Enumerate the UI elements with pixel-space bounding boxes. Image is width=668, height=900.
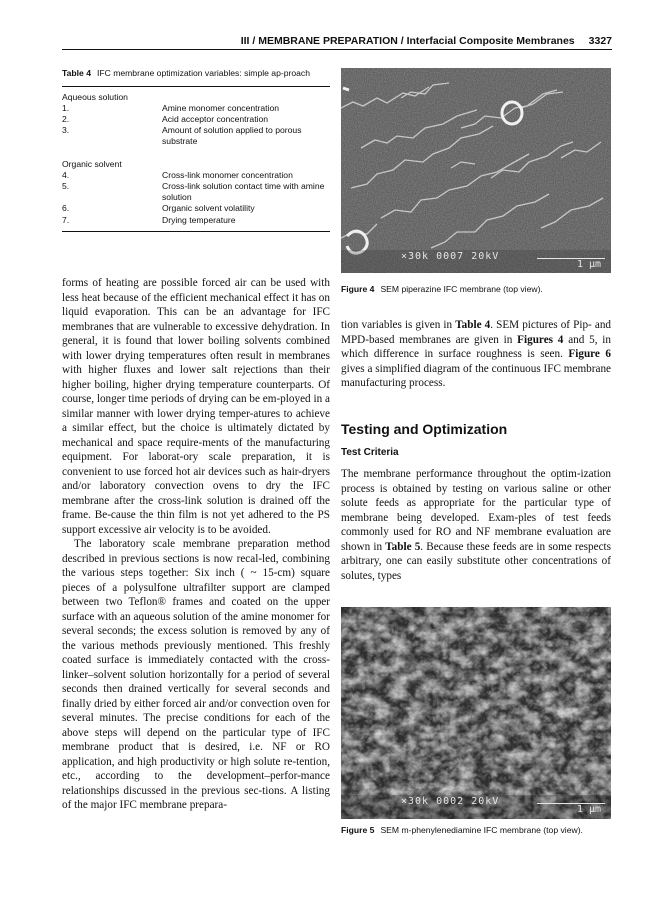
text-run: and 5, in which difference in surface roughness is seen. bbox=[341, 333, 612, 360]
table-section-organic: Organic solvent bbox=[62, 158, 122, 169]
table-reference: Table 4 bbox=[455, 319, 491, 331]
text-run: The membrane performance throughout the optim-ization process is obtained by testing on various saline or other solute feeds as appropriate for the particular type of membrane being developed. Exam-ples of test feeds commonly used for RO and NF membrane evaluation are shown in bbox=[341, 468, 611, 553]
table-row bbox=[62, 181, 330, 203]
header-rule bbox=[62, 49, 612, 50]
paragraph: forms of heating are possible forced air can be used with less heat because of the efficient mechanical effect it has on liquid evaporation. This can be an advantage for IFC membranes that are vulnerable to excessive dehydration. In general, it is found that lower boiling solvents combined with lower drying temperatures often result in membranes with higher fluxes and lower salt rejections than their higher boiling, higher drying temperature counterparts. Of course, longer time periods of drying can be em-ployed in a similar manner with lower drying temper-atures to achieve a similar effect, but the choice is ultimately dictated by mechanical and space require-ments of the manufacturing equipment. For laborat-ory scale preparation, it is convenient to use forced hot air devices such as hair-dryers and/or laboratory convection ovens to dry the IFC membrane after the cross-link solution is drained off the frame. Be-cause the thin film is not yet adhered to the PS support excessive air velocity is to be avoided. bbox=[62, 277, 330, 536]
subsection-heading: Test Criteria bbox=[341, 447, 399, 458]
table-caption-text: IFC membrane optimization variables: simple ap-proach bbox=[96, 68, 311, 78]
left-column-text bbox=[62, 276, 330, 813]
figure-reference: Figures 4 bbox=[517, 333, 564, 346]
figure-reference: Figure 6 bbox=[568, 348, 611, 360]
row-text: Organic solvent volatility bbox=[162, 203, 255, 214]
sem-scale-readout: ×30k 0002 20kV bbox=[401, 796, 500, 807]
paragraph: The laboratory scale membrane preparation method described in previous sections is now recal-led, combining the various steps together: Six inch ( ~ 15-cm) square pieces of a polysulfone ultrafilter support are clamped between two Teflon® frames and coated on the upper surface with an aqueous solution of the amine monomer for several seconds; the excess solution is removed by any of the various methods previously mentioned. This freshly coated surface is immediately contacted with the cross-linker–solvent solution horizontally for a period of several seconds then drained vertically for several seconds and finally dried by either forced air and/or convection oven for several minutes. The precise conditions for each of the above steps will depend on the particular type of IFC membrane product that is desired, i.e. NF or RO application, and high productivity or high solute re-tention, etc., according to the development–perfor-mance relationships discussed in the previous sec-tions. A listing of the major IFC membrane prepara- bbox=[62, 538, 330, 811]
sem-texture-fine bbox=[341, 68, 611, 273]
row-number: 4. bbox=[62, 169, 70, 180]
row-text: Amount of solution applied to porous substrate bbox=[162, 125, 302, 147]
table-label: Table 4 bbox=[62, 68, 91, 78]
figure-caption-text: SEM piperazine IFC membrane (top view). bbox=[380, 284, 543, 294]
table-row bbox=[62, 170, 330, 181]
sem-scale-readout: ×30k 0007 20kV bbox=[401, 251, 500, 262]
right-column-text bbox=[341, 318, 611, 391]
table-4 bbox=[62, 68, 330, 232]
figure-label: Figure 4 bbox=[341, 284, 375, 294]
figure-caption-text: SEM m-phenylenediamine IFC membrane (top view). bbox=[380, 825, 583, 835]
table-bottom-rule bbox=[62, 231, 330, 232]
scale-bar-label: 1 µm bbox=[577, 259, 602, 270]
row-text: Drying temperature bbox=[162, 214, 236, 225]
figure-5-caption bbox=[341, 825, 583, 835]
text-run: gives a simplified diagram of the continuous IFC membrane manufacturing process. bbox=[341, 362, 611, 389]
table-body bbox=[62, 87, 330, 231]
row-number: 3. bbox=[62, 125, 70, 136]
table-row bbox=[62, 114, 330, 125]
figure-4-sem-image bbox=[341, 68, 611, 273]
right-column-text-2 bbox=[341, 467, 611, 583]
text-run: . SEM pictures of Pip- and MPD-based membranes are given in bbox=[341, 319, 612, 346]
section-heading: Testing and Optimization bbox=[341, 421, 508, 437]
table-section-aqueous: Aqueous solution bbox=[62, 91, 128, 102]
table-row bbox=[62, 203, 330, 214]
table-reference: Table 5 bbox=[385, 540, 421, 553]
row-number: 7. bbox=[62, 214, 70, 225]
row-number: 2. bbox=[62, 113, 70, 124]
row-number: 5. bbox=[62, 180, 70, 191]
row-text: Cross-link monomer concentration bbox=[162, 169, 293, 180]
row-number: 1. bbox=[62, 102, 70, 113]
sem-texture-rough bbox=[341, 607, 611, 819]
table-row bbox=[62, 215, 330, 226]
row-number: 6. bbox=[62, 203, 70, 214]
figure-label: Figure 5 bbox=[341, 825, 375, 835]
page-number: 3327 bbox=[588, 35, 612, 47]
text-run: . Because these feeds are in some respects arbitrary, one can easily substitute other concentrations of solutes, types bbox=[341, 540, 612, 582]
text-run: tion variables is given in bbox=[341, 319, 456, 331]
row-text: Acid acceptor concentration bbox=[162, 113, 269, 124]
running-head bbox=[62, 27, 612, 47]
figure-5-sem-image bbox=[341, 607, 611, 819]
running-head-title: III / MEMBRANE PREPARATION / Interfacial Composite Membranes bbox=[240, 35, 575, 47]
scale-bar-label: 1 µm bbox=[577, 804, 602, 815]
table-row bbox=[62, 125, 330, 147]
table-caption bbox=[62, 68, 330, 80]
figure-4-caption bbox=[341, 284, 543, 294]
table-row bbox=[62, 103, 330, 114]
row-text: Amine monomer concentration bbox=[162, 102, 280, 113]
row-text: Cross-link solution contact time with amine solution bbox=[162, 180, 325, 203]
